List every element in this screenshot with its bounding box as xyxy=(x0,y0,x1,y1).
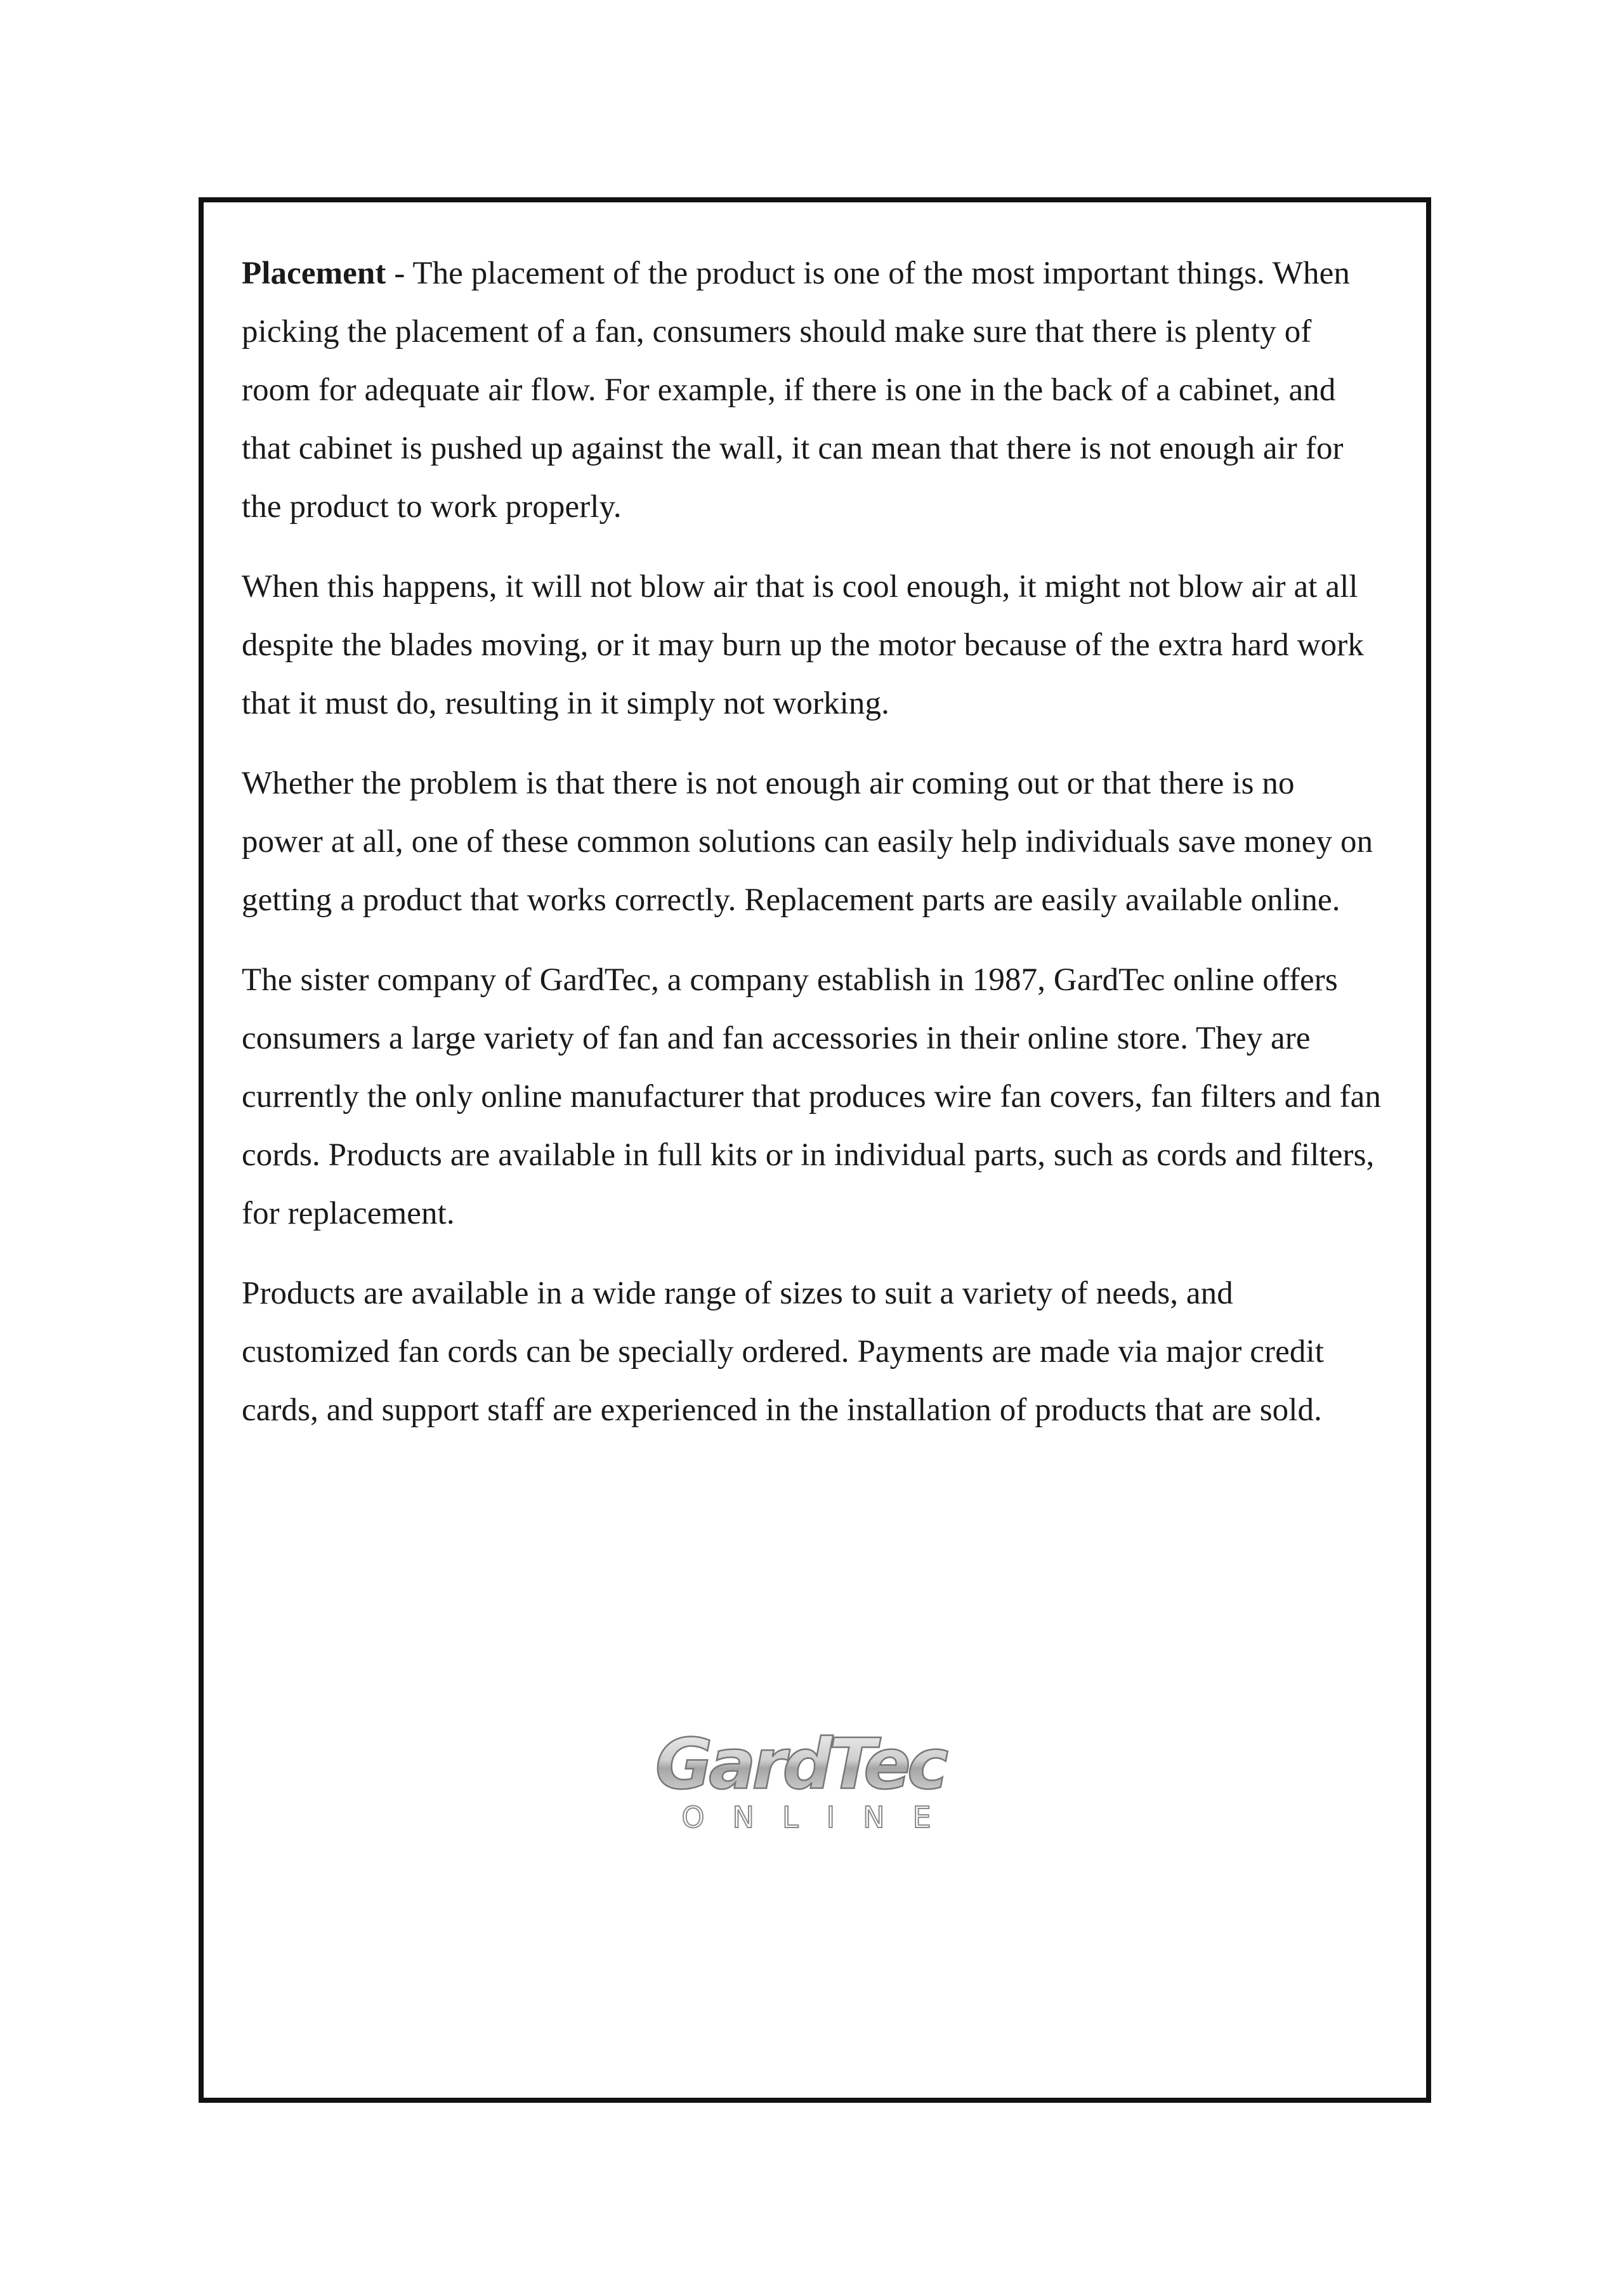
logo-subtitle: ONLINE xyxy=(681,1800,959,1834)
paragraph-consequences: When this happens, it will not blow air that is cool enough, it might not blow air at all despite the blades moving, or it may burn up the motor because of the extra hard work that it must do, resulting in it simply not working. xyxy=(242,569,1364,721)
paragraph-lead: Placement xyxy=(242,256,386,291)
paragraph-company: The sister company of GardTec, a company establish in 1987, GardTec online offers consumers a large variety of fan and fan accessories in their online store. They are currently the only online manufacturer that produces wire fan covers, fan filters and fan cords. Products are available in full kits or in individual parts, such as cords and filters, for replacement. xyxy=(242,962,1382,1231)
page-frame xyxy=(199,197,1431,2103)
paragraph-text: - The placement of the product is one of the most important things. When picking the placement of a fan, consumers should make sure that there is plenty of room for adequate air flow. For example, if there is one in the back of a cabinet, and that cabinet is pushed up against the wall, it can mean that there is not enough air for the product to work properly. xyxy=(242,256,1350,525)
gardtec-logo xyxy=(622,1725,978,1839)
paragraph-placement xyxy=(242,244,1384,536)
document-body xyxy=(242,244,1384,1461)
paragraph-solutions: Whether the problem is that there is not enough air coming out or that there is no power at all, one of these common solutions can easily help individuals save money on getting a product that works correctly. Replacement parts are easily available online. xyxy=(242,766,1373,918)
logo-wordmark: GardTec xyxy=(655,1725,945,1805)
paragraph-products: Products are available in a wide range of sizes to suit a variety of needs, and customized fan cords can be specially ordered. Payments are made via major credit cards, and support staff are experienced in the installation of products that are sold. xyxy=(242,1276,1324,1428)
